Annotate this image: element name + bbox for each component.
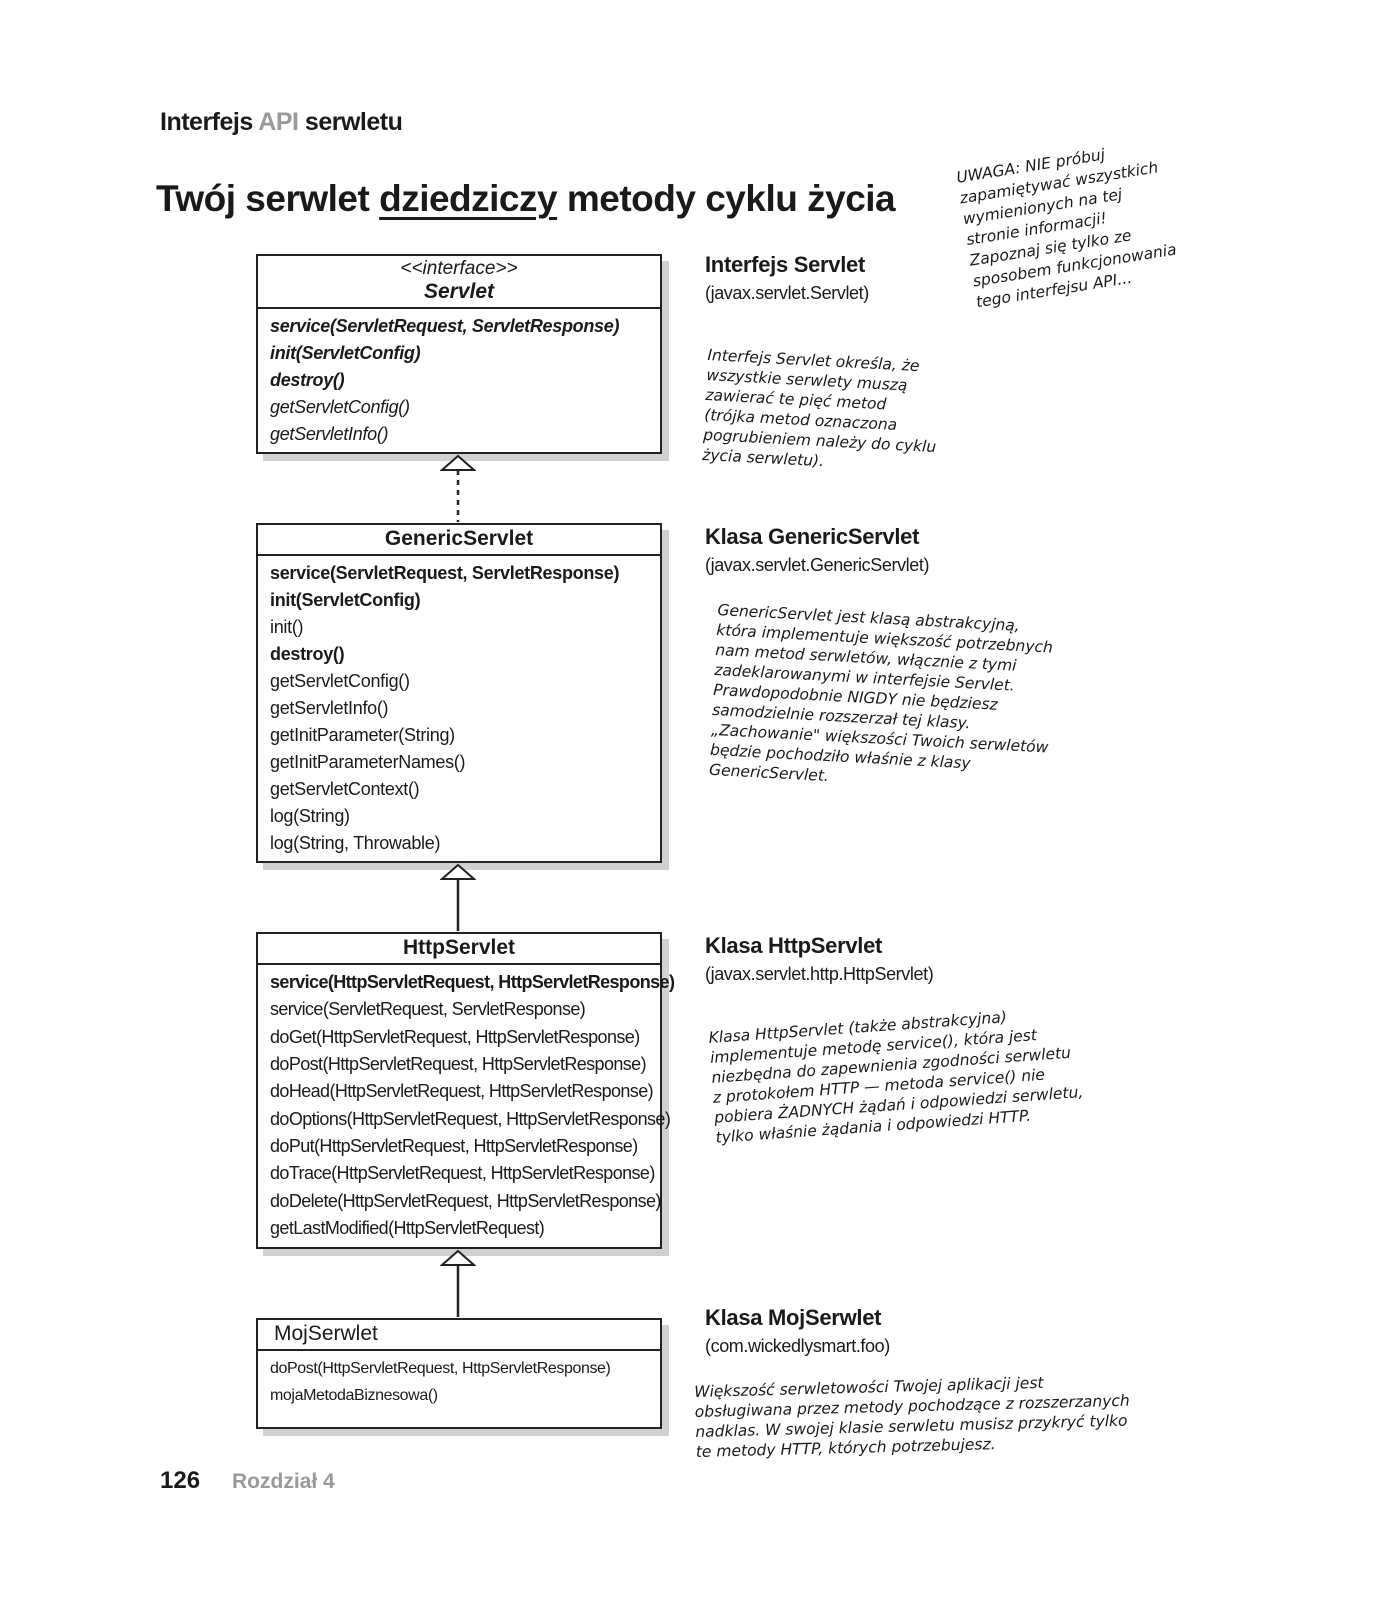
method: init(ServletConfig) (270, 342, 421, 363)
method: getLastModified(HttpServletRequest) (270, 1217, 545, 1238)
method-list (258, 556, 660, 863)
genericservlet-package: (javax.servlet.GenericServlet) (705, 555, 930, 575)
genericservlet-heading: Klasa GenericServlet (705, 524, 920, 549)
uml-box-header (258, 934, 660, 965)
mojserwlet-heading: Klasa MojSerwlet (705, 1305, 882, 1330)
uml-box-genericservlet (256, 523, 662, 863)
method: log(String) (270, 806, 350, 827)
servlet-note: Interfejs Servlet określa, że wszystkie serwlety muszą zawierać te pięć metod (trójka metod oznaczona pogrubieniem należy do cyklu życia serwletu). (701, 345, 937, 471)
uml-box-header (258, 525, 660, 556)
method: log(String, Throwable) (270, 833, 441, 854)
method: doOptions(HttpServletRequest, HttpServletResponse) (270, 1108, 671, 1129)
warning-note: UWAGA: NIE próbuj zapamiętywać wszystkich wymienionych na tej stronie informacji! Zapoznaj się tylko ze sposobem funkcjonowania tego interfejsu API... (955, 145, 1178, 312)
httpservlet-package: (javax.servlet.http.HttpServlet) (705, 964, 934, 984)
header-suffix: serwletu (298, 108, 403, 136)
method: doTrace(HttpServletRequest, HttpServletResponse) (270, 1163, 655, 1184)
uml-box-header (258, 256, 660, 309)
stereotype-label: <<interface>> (400, 258, 518, 279)
uml-box-mojserwlet (256, 1318, 662, 1429)
method: getServletInfo() (270, 698, 389, 719)
page-title (156, 178, 895, 220)
servlet-heading: Interfejs Servlet (705, 252, 865, 277)
header-prefix: Interfejs (160, 108, 259, 136)
uml-box-servlet (256, 254, 662, 454)
inheritance-arrow (440, 863, 476, 933)
method: doHead(HttpServletRequest, HttpServletResponse) (270, 1081, 654, 1102)
method: mojaMetodaBiznesowa() (270, 1387, 438, 1405)
header-api: API (258, 108, 299, 136)
method: getInitParameter(String) (270, 725, 455, 746)
method: init(ServletConfig) (270, 590, 421, 611)
method: init() (270, 617, 304, 638)
method: service(ServletRequest, ServletResponse) (270, 999, 586, 1020)
chapter-label: Rozdział 4 (232, 1470, 335, 1493)
method: doPost(HttpServletRequest, HttpServletResponse) (270, 1054, 646, 1075)
method: getInitParameterNames() (270, 752, 466, 773)
method: destroy() (270, 644, 345, 665)
method: getServletConfig() (270, 396, 410, 417)
class-name: HttpServlet (402, 936, 516, 959)
method: service(ServletRequest, ServletResponse) (270, 315, 620, 336)
httpservlet-heading: Klasa HttpServlet (705, 933, 883, 958)
title-underlined: dziedziczy (379, 178, 558, 219)
method-list (258, 1351, 660, 1415)
method: doPut(HttpServletRequest, HttpServletResponse) (270, 1135, 638, 1156)
method: doDelete(HttpServletRequest, HttpServletResponse) (270, 1190, 661, 1211)
realization-arrow (440, 454, 476, 524)
method: getServletConfig() (270, 671, 410, 692)
class-name: MojSerwlet (274, 1322, 378, 1345)
running-header (160, 108, 402, 137)
method: doPost(HttpServletRequest, HttpServletResponse) (270, 1360, 611, 1378)
mojserwlet-note: Większość serwletowości Twojej aplikacji jest obsługiwana przez metody pochodzące z rozszerzanych nadklas. W swojej klasie serwletu musisz przykryć tylko te metody HTTP, których potrzebujesz. (694, 1373, 1130, 1461)
method: doGet(HttpServletRequest, HttpServletResponse) (270, 1026, 640, 1047)
method: getServletContext() (270, 779, 420, 800)
servlet-package: (javax.servlet.Servlet) (705, 283, 869, 303)
method: service(ServletRequest, ServletResponse) (270, 563, 620, 584)
method-list (258, 965, 675, 1248)
title-after: metody cyklu życia (557, 178, 896, 219)
mojserwlet-package: (com.wickedlysmart.foo) (705, 1336, 890, 1356)
method-list (258, 309, 660, 454)
method: service(HttpServletRequest, HttpServletResponse) (270, 972, 675, 993)
method: getServletInfo() (270, 423, 389, 444)
title-before: Twój serwlet (156, 178, 380, 219)
httpservlet-note: Klasa HttpServlet (także abstrakcyjna) implementuje metodę service(), która jest niezbędna do zapewnienia zgodności serwletu z protokołem HTTP — metoda service() nie pobiera ŻADNYCH żądań i odpowiedzi serwletu, tylko właśnie żądania i odpowiedzi HTTP. (708, 1008, 1084, 1147)
class-name: GenericServlet (384, 527, 534, 550)
uml-box-httpservlet (256, 932, 675, 1249)
page-number: 126 (160, 1467, 201, 1494)
uml-box-header (258, 1320, 660, 1351)
genericservlet-note: GenericServlet jest klasą abstrakcyjną, która implementuje większość potrzebnych nam metod serwletów, włącznie z tymi zadeklarowanymi w interfejsie Servlet. Prawdopodobnie NIGDY nie będziesz samodzielnie rozszerzał tej klasy. „Zachowanie" większości Twoich serwletów będzie pochodziło właśnie z klasy GenericServlet. (708, 600, 1054, 786)
class-name: Servlet (423, 279, 495, 303)
inheritance-arrow (440, 1249, 476, 1319)
method: destroy() (270, 369, 345, 390)
